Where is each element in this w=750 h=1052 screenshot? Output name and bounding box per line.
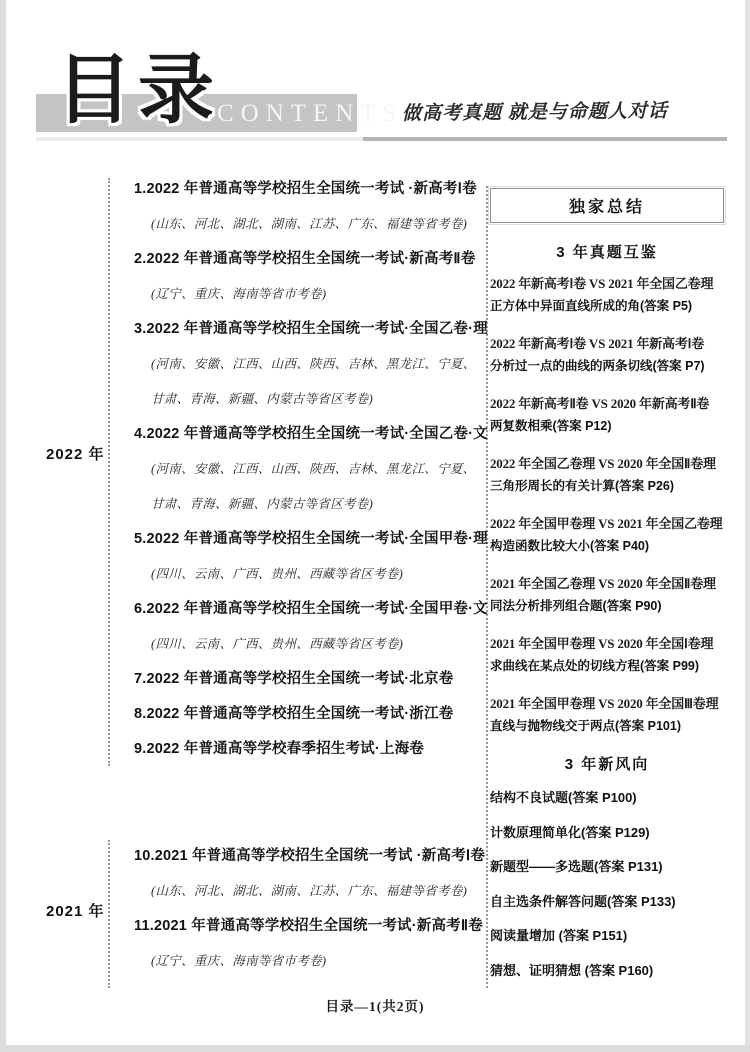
toc-item: [134, 312, 486, 417]
scan-edge-left: [0, 0, 6, 1052]
topic-line: 正方体中异面直线所成的角(答案 P5): [490, 299, 693, 313]
year-label-2021: 2021 年: [46, 903, 105, 920]
dotted-divider-2021: [108, 840, 110, 988]
toc-item: [134, 592, 486, 662]
trend-line: 阅读量增加 (答案 P151): [490, 928, 628, 943]
trend-line: 结构不良试题(答案 P100): [490, 790, 637, 805]
toc-item-note: (山东、河北、湖北、湖南、江苏、广东、福建等省考卷): [151, 217, 468, 231]
toc-group-2021: [134, 839, 486, 979]
toc-item-title: 10.2021 年普通高等学校招生全国统一考试 ·新高考Ⅰ卷: [134, 848, 486, 864]
summary-entry: [490, 512, 724, 558]
topic-line: 同法分析排列组合题(答案 P90): [490, 599, 662, 613]
toc-item-note: (河南、安徽、江西、山西、陕西、吉林、黑龙江、宁夏、甘肃、青海、新疆、内蒙古等省区考卷): [151, 462, 476, 511]
toc-item-note: (辽宁、重庆、海南等省市考卷): [151, 287, 327, 301]
dotted-divider-sidebar: [486, 186, 488, 988]
summary-entry: [490, 572, 724, 618]
section-heading-trend: 3 年新风向: [564, 756, 650, 773]
scan-edge-bottom: [0, 1045, 750, 1052]
topic-line: 三角形周长的有关计算(答案 P26): [490, 479, 675, 493]
topic-line: 直线与抛物线交于两点(答案 P101): [490, 719, 681, 733]
toc-item-title: 8.2022 年普通高等学校招生全国统一考试·浙江卷: [134, 706, 454, 722]
summary-box: [490, 188, 724, 223]
vs-line: 2021 年全国甲卷理 VS 2020 年全国Ⅲ卷理: [490, 696, 719, 711]
scan-edge-right: [745, 0, 750, 1052]
toc-item-note: (山东、河北、湖北、湖南、江苏、广东、福建等省考卷): [151, 884, 468, 898]
vs-line: 2021 年全国甲卷理 VS 2020 年全国Ⅰ卷理: [490, 636, 714, 651]
toc-item-note: (河南、安徽、江西、山西、陕西、吉林、黑龙江、宁夏、甘肃、青海、新疆、内蒙古等省区考卷): [151, 357, 476, 406]
summary-entry: [490, 332, 724, 378]
divider-right: [363, 137, 727, 141]
summary-entry: [490, 452, 724, 498]
toc-item: [134, 172, 486, 242]
trend-line: 猜想、证明猜想 (答案 P160): [490, 962, 654, 978]
toc-item-title: 3.2022 年普通高等学校招生全国统一考试·全国乙卷·理: [134, 321, 488, 337]
summary-entry: [490, 392, 724, 438]
toc-group-2022: [134, 172, 486, 767]
toc-item-title: 1.2022 年普通高等学校招生全国统一考试 ·新高考Ⅰ卷: [134, 181, 477, 197]
summary-sidebar: [490, 188, 724, 988]
vs-line: 2022 年新高考Ⅰ卷 VS 2021 年新高考Ⅰ卷: [490, 336, 705, 351]
page-title: 目录: [56, 49, 220, 133]
toc-item: [134, 839, 486, 909]
summary-entry: [490, 632, 724, 678]
vs-line: 2022 年全国乙卷理 VS 2020 年全国Ⅱ卷理: [490, 456, 716, 471]
trend-line: 新题型——多选题(答案 P131): [490, 859, 663, 874]
toc-item-title: 9.2022 年普通高等学校春季招生考试·上海卷: [134, 741, 425, 757]
topic-line: 分析过一点的曲线的两条切线(答案 P7): [490, 359, 705, 373]
slogan-text: 做高考真题 就是与命题人对话: [401, 100, 668, 125]
toc-item-title: 6.2022 年普通高等学校招生全国统一考试·全国甲卷·文: [134, 601, 488, 617]
vs-line: 2022 年全国甲卷理 VS 2021 年全国乙卷理: [490, 516, 723, 531]
toc-item: [134, 522, 486, 592]
toc-item: [134, 732, 486, 767]
toc-item-title: 11.2021 年普通高等学校招生全国统一考试·新高考Ⅱ卷: [134, 918, 483, 934]
contents-label: CONTENTS: [217, 100, 404, 127]
trend-line: 计数原理简单化(答案 P129): [490, 824, 650, 840]
trend-line: 自主选条件解答问题(答案 P133): [490, 893, 676, 909]
toc-item-note: (四川、云南、广西、贵州、西藏等省区考卷): [151, 637, 404, 651]
year-label-2022: 2022 年: [46, 446, 105, 463]
section-heading-mutual: 3 年真题互鉴: [556, 244, 658, 261]
toc-item: [134, 697, 486, 732]
summary-entry: [490, 692, 724, 738]
toc-item: [134, 662, 486, 697]
topic-line: 构造函数比较大小(答案 P40): [490, 539, 650, 553]
toc-item: [134, 242, 486, 312]
topic-line: 两复数相乘(答案 P12): [490, 419, 612, 433]
vs-line: 2022 年新高考Ⅱ卷 VS 2020 年新高考Ⅱ卷: [490, 396, 710, 411]
dotted-divider-2022: [108, 178, 110, 766]
toc-item: [134, 909, 486, 979]
vs-line: 2021 年全国乙卷理 VS 2020 年全国Ⅱ卷理: [490, 576, 716, 591]
toc-item-note: (辽宁、重庆、海南等省市考卷): [151, 954, 327, 968]
vs-line: 2022 年新高考Ⅰ卷 VS 2021 年全国乙卷理: [490, 276, 714, 291]
summary-box-title: 独家总结: [568, 199, 645, 216]
toc-item-title: 4.2022 年普通高等学校招生全国统一考试·全国乙卷·文: [134, 426, 488, 442]
topic-line: 求曲线在某点处的切线方程(答案 P99): [490, 659, 700, 673]
toc-item-title: 2.2022 年普通高等学校招生全国统一考试·新高考Ⅱ卷: [134, 251, 476, 267]
summary-entry: [490, 272, 724, 318]
toc-item-title: 5.2022 年普通高等学校招生全国统一考试·全国甲卷·理: [134, 531, 488, 547]
toc-item-title: 7.2022 年普通高等学校招生全国统一考试·北京卷: [134, 671, 454, 687]
toc-item-note: (四川、云南、广西、贵州、西藏等省区考卷): [151, 567, 404, 581]
footer-page-label: 目录—1(共2页): [325, 999, 425, 1014]
divider-left: [36, 137, 363, 141]
toc-item: [134, 417, 486, 522]
